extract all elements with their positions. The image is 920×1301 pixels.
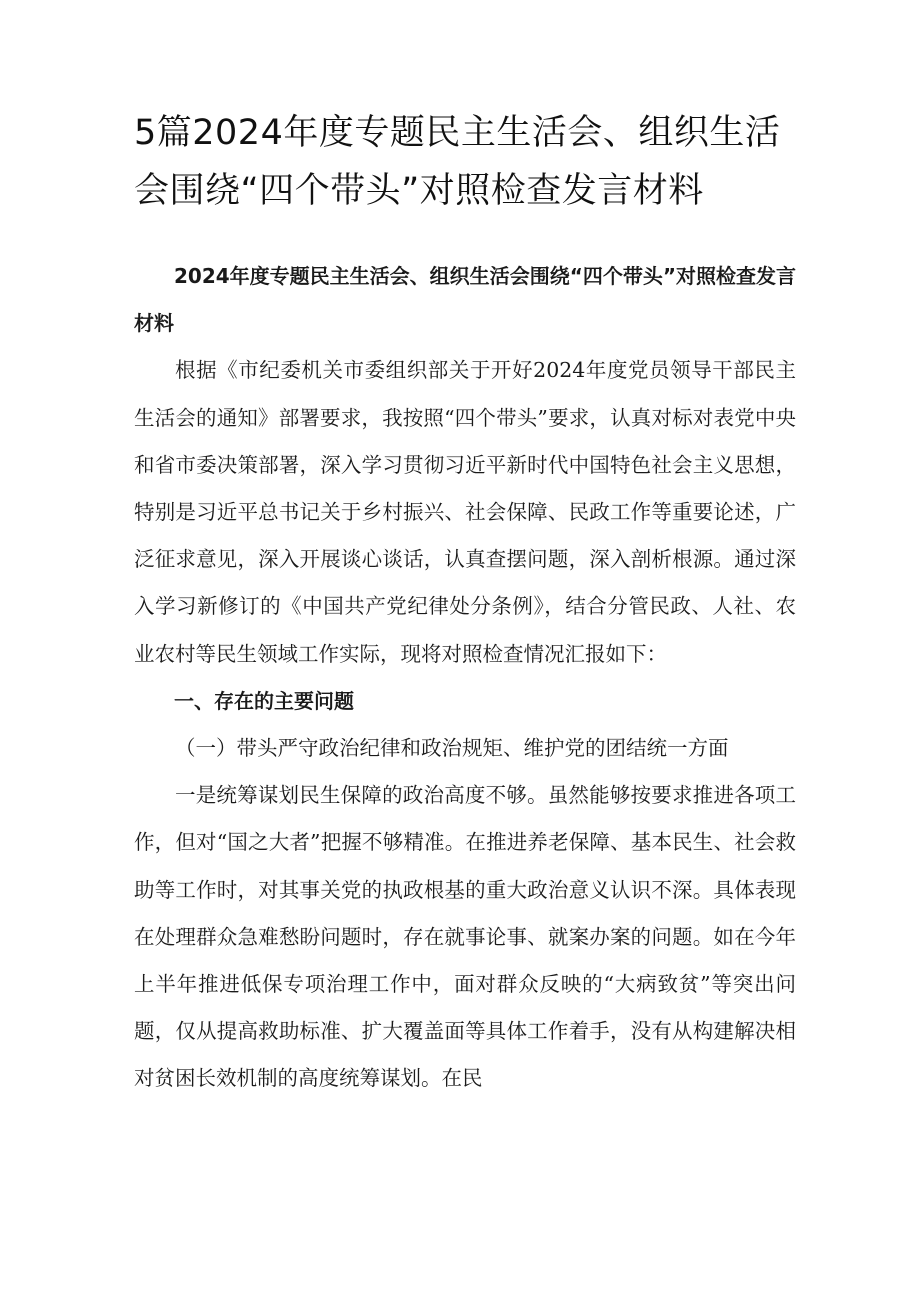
document-title: 5篇2024年度专题民主生活会、组织生活会围绕“四个带头”对照检查发言材料 [134,113,781,211]
point-one-paragraph: 一是统筹谋划民生保障的政治高度不够。虽然能够按要求推进各项工作，但对“国之大者”把握不够精准。在推进养老保障、基本民生、社会救助等工作时，对其事关党的执政根基的重大政治意义认识不深。具体表现在处理群众急难愁盼问题时，存在就事论事、就案办案的问题。如在今年上半年推进低保专项治理工作中，面对群众反映的“大病致贫”等突出问题，仅从提高救助标准、扩大覆盖面等具体工作着手，没有从构建解决相对贫困长效机制的高度统筹谋划。在民 [134,783,796,1091]
intro-paragraph: 根据《市纪委机关市委组织部关于开好2024年度党员领导干部民主生活会的通知》部署要求，我按照“四个带头”要求，认真对标对表党中央和省市委决策部署，深入学习贯彻习近平新时代中国特色社会主义思想，特别是习近平总书记关于乡村振兴、社会保障、民政工作等重要论述，广泛征求意见，深入开展谈心谈话，认真查摆问题，深入剖析根源。通过深入学习新修订的《中国共产党纪律处分条例》，结合分管民政、人社、农业农村等民生领域工作实际，现将对照检查情况汇报如下： [134,358,796,666]
subsection-heading: （一）带头严守政治纪律和政治规矩、维护党的团结统一方面 [175,736,729,761]
document-body [134,253,796,1103]
section-heading: 一、存在的主要问题 [174,688,354,713]
document-subtitle: 2024年度专题民主生活会、组织生活会围绕“四个带头”对照检查发言材料 [134,264,796,336]
